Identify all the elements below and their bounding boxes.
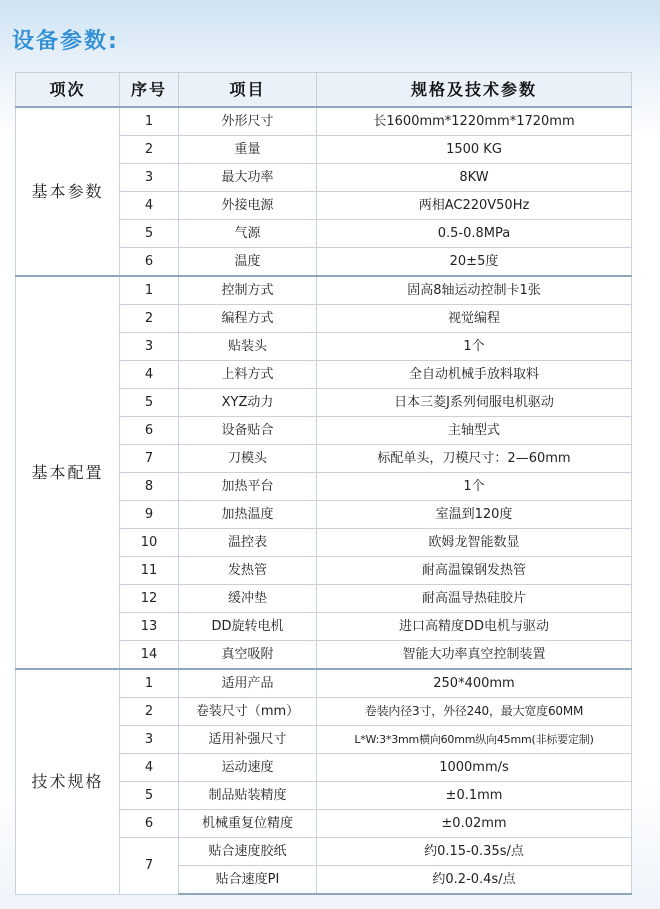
row-spec: 1个 xyxy=(317,333,632,361)
row-number: 1 xyxy=(120,669,179,698)
table-row xyxy=(16,669,632,698)
row-item: 发热管 xyxy=(179,557,317,585)
row-number: 6 xyxy=(120,810,179,838)
table-header-row xyxy=(16,73,632,108)
row-number: 13 xyxy=(120,613,179,641)
row-spec: 标配单头，刀模尺寸：2—60mm xyxy=(317,445,632,473)
row-number: 4 xyxy=(120,192,179,220)
row-item: 温控表 xyxy=(179,529,317,557)
row-spec: 1个 xyxy=(317,473,632,501)
row-item: 刀模头 xyxy=(179,445,317,473)
row-spec: 视觉编程 xyxy=(317,305,632,333)
row-item: 制品贴装精度 xyxy=(179,782,317,810)
row-item: 加热温度 xyxy=(179,501,317,529)
spec-table xyxy=(15,72,632,895)
row-item: 外接电源 xyxy=(179,192,317,220)
row-item: 设备贴合 xyxy=(179,417,317,445)
row-number: 7 xyxy=(120,838,179,895)
row-item: 控制方式 xyxy=(179,276,317,305)
row-spec: 全自动机械手放料取料 xyxy=(317,361,632,389)
row-spec: 0.5-0.8MPa xyxy=(317,220,632,248)
row-spec: 250*400mm xyxy=(317,669,632,698)
row-item: 气源 xyxy=(179,220,317,248)
row-spec: ±0.02mm xyxy=(317,810,632,838)
row-spec: 1500 KG xyxy=(317,136,632,164)
row-spec: L*W:3*3mm横向60mm纵向45mm(非标要定制) xyxy=(317,726,632,754)
row-item: 上料方式 xyxy=(179,361,317,389)
row-spec: 室温到120度 xyxy=(317,501,632,529)
row-spec: 耐高温导热硅胶片 xyxy=(317,585,632,613)
row-item: 运动速度 xyxy=(179,754,317,782)
row-item: 重量 xyxy=(179,136,317,164)
row-spec: 1000mm/s xyxy=(317,754,632,782)
row-item: 编程方式 xyxy=(179,305,317,333)
row-spec: 日本三菱J系列伺服电机驱动 xyxy=(317,389,632,417)
row-spec: 欧姆龙智能数显 xyxy=(317,529,632,557)
header-item: 项目 xyxy=(179,73,317,108)
row-item: 温度 xyxy=(179,248,317,277)
row-number: 5 xyxy=(120,782,179,810)
row-spec: 约0.15-0.35s/点 xyxy=(317,838,632,866)
row-number: 2 xyxy=(120,136,179,164)
row-spec: ±0.1mm xyxy=(317,782,632,810)
row-item: 最大功率 xyxy=(179,164,317,192)
header-spec: 规格及技术参数 xyxy=(317,73,632,108)
row-spec: 耐高温镍钢发热管 xyxy=(317,557,632,585)
row-number: 3 xyxy=(120,726,179,754)
row-item: 外形尺寸 xyxy=(179,107,317,136)
row-number: 3 xyxy=(120,164,179,192)
row-spec: 约0.2-0.4s/点 xyxy=(317,866,632,895)
row-number: 6 xyxy=(120,417,179,445)
row-item: 贴合速度胶纸 xyxy=(179,838,317,866)
table-row xyxy=(16,276,632,305)
row-number: 7 xyxy=(120,445,179,473)
category-cell: 基本配置 xyxy=(16,276,120,669)
row-spec: 8KW xyxy=(317,164,632,192)
row-number: 2 xyxy=(120,305,179,333)
row-item: 适用补强尺寸 xyxy=(179,726,317,754)
row-item: 加热平台 xyxy=(179,473,317,501)
page-title: 设备参数: xyxy=(12,29,119,54)
header-category: 项次 xyxy=(16,73,120,108)
row-spec: 主轴型式 xyxy=(317,417,632,445)
row-item: 贴合速度PI xyxy=(179,866,317,895)
row-spec: 20±5度 xyxy=(317,248,632,277)
row-item: DD旋转电机 xyxy=(179,613,317,641)
row-number: 12 xyxy=(120,585,179,613)
row-item: 机械重复位精度 xyxy=(179,810,317,838)
table-row xyxy=(16,107,632,136)
row-number: 1 xyxy=(120,107,179,136)
row-number: 6 xyxy=(120,248,179,277)
row-spec: 卷装内径3寸，外径240，最大宽度60MM xyxy=(317,698,632,726)
header-number: 序号 xyxy=(120,73,179,108)
row-spec: 智能大功率真空控制装置 xyxy=(317,641,632,670)
row-number: 10 xyxy=(120,529,179,557)
row-number: 4 xyxy=(120,754,179,782)
row-number: 5 xyxy=(120,220,179,248)
row-item: 缓冲垫 xyxy=(179,585,317,613)
row-spec: 长1600mm*1220mm*1720mm xyxy=(317,107,632,136)
row-item: 卷装尺寸（mm） xyxy=(179,698,317,726)
row-item: 适用产品 xyxy=(179,669,317,698)
row-number: 2 xyxy=(120,698,179,726)
row-item: 贴装头 xyxy=(179,333,317,361)
row-number: 9 xyxy=(120,501,179,529)
row-number: 8 xyxy=(120,473,179,501)
row-spec: 进口高精度DD电机与驱动 xyxy=(317,613,632,641)
row-number: 14 xyxy=(120,641,179,670)
row-number: 5 xyxy=(120,389,179,417)
row-number: 3 xyxy=(120,333,179,361)
row-number: 1 xyxy=(120,276,179,305)
category-cell: 技术规格 xyxy=(16,669,120,894)
row-number: 11 xyxy=(120,557,179,585)
row-spec: 固高8轴运动控制卡1张 xyxy=(317,276,632,305)
row-number: 4 xyxy=(120,361,179,389)
row-item: 真空吸附 xyxy=(179,641,317,670)
row-spec: 两相AC220V50Hz xyxy=(317,192,632,220)
row-item: XYZ动力 xyxy=(179,389,317,417)
category-cell: 基本参数 xyxy=(16,107,120,276)
